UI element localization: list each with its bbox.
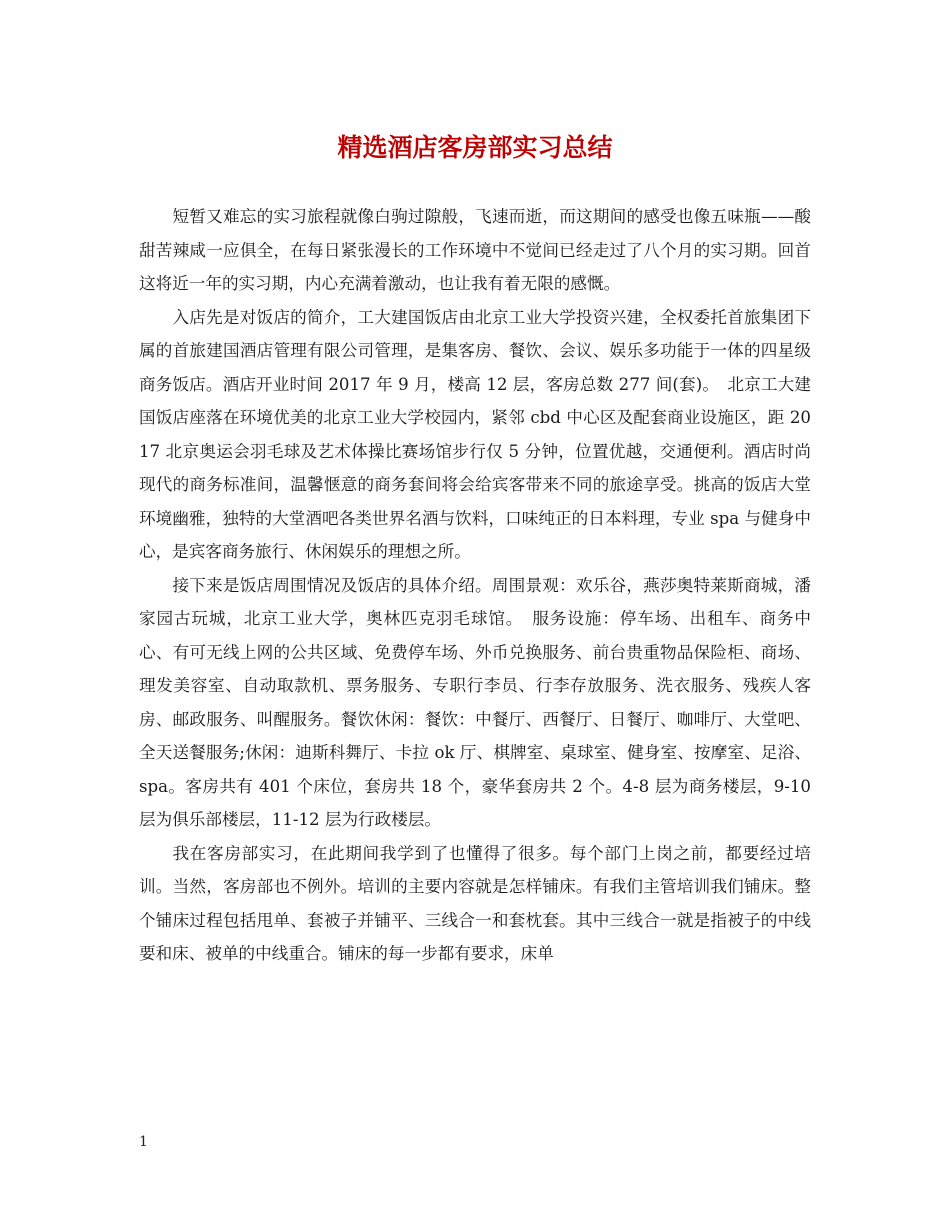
page-number: 1 [139,1134,148,1150]
paragraph-intro: 短暂又难忘的实习旅程就像白驹过隙般，飞速而逝，而这期间的感受也像五味瓶——酸甜苦辣咸一应俱全，在每日紧张漫长的工作环境中不觉间已经走过了八个月的实习期。回首这将近一年的实习期，内心充满着激动，也让我有着无限的感慨。 [139,207,811,293]
document-title: 精选酒店客房部实习总结 [337,133,613,162]
paragraph-hotel-overview: 入店先是对饭店的简介，工大建国饭店由北京工业大学投资兴建，全权委托首旅集团下属的首旅建国酒店管理有限公司管理，是集客房、餐饮、会议、娱乐多功能于一体的四星级商务饭店。酒店开业时间 2017 年 9 月，楼高 12 层，客房总数 277 间(套)。 北京工大建国饭店座落在环境优美的北京工业大学校园内，紧邻 cbd 中心区及配套商业设施区，距 2017 北京奥运会羽毛球及艺术体操比赛场馆步行仅 5 分钟，位置优越，交通便利。酒店时尚现代的商务标准间，温馨惬意的商务套间将会给宾客带来不同的旅途享受。挑高的饭店大堂环境幽雅，独特的大堂酒吧各类世界名酒与饮料，口味纯正的日本料理，专业 spa 与健身中心，是宾客商务旅行、休闲娱乐的理想之所。 [139,307,811,561]
document-body [139,200,811,971]
paragraph-housekeeping-training: 我在客房部实习，在此期间我学到了也懂得了很多。每个部门上岗之前，都要经过培训。当然，客房部也不例外。培训的主要内容就是怎样铺床。有我们主管培训我们铺床。整个铺床过程包括甩单、套被子并铺平、三线合一和套枕套。其中三线合一就是指被子的中线要和床、被单的中线重合。铺床的每一步都有要求，床单 [139,843,811,963]
paragraph-surroundings-facilities: 接下来是饭店周围情况及饭店的具体介绍。周围景观：欢乐谷，燕莎奥特莱斯商城，潘家园古玩城，北京工业大学，奥林匹克羽毛球馆。 服务设施：停车场、出租车、商务中心、有可无线上网的公共区域、免费停车场、外币兑换服务、前台贵重物品保险柜、商场、理发美容室、自动取款机、票务服务、专职行李员、行李存放服务、洗衣服务、残疾人客房、邮政服务、叫醒服务。餐饮休闲：餐饮：中餐厅、西餐厅、日餐厅、咖啡厅、大堂吧、全天送餐服务;休闲：迪斯科舞厅、卡拉 ok 厅、棋牌室、桌球室、健身室、按摩室、足浴、spa。客房共有 401 个床位，套房共 18 个，豪华套房共 2 个。4-8 层为商务楼层，9-10 层为俱乐部楼层，11-12 层为行政楼层。 [139,575,811,829]
